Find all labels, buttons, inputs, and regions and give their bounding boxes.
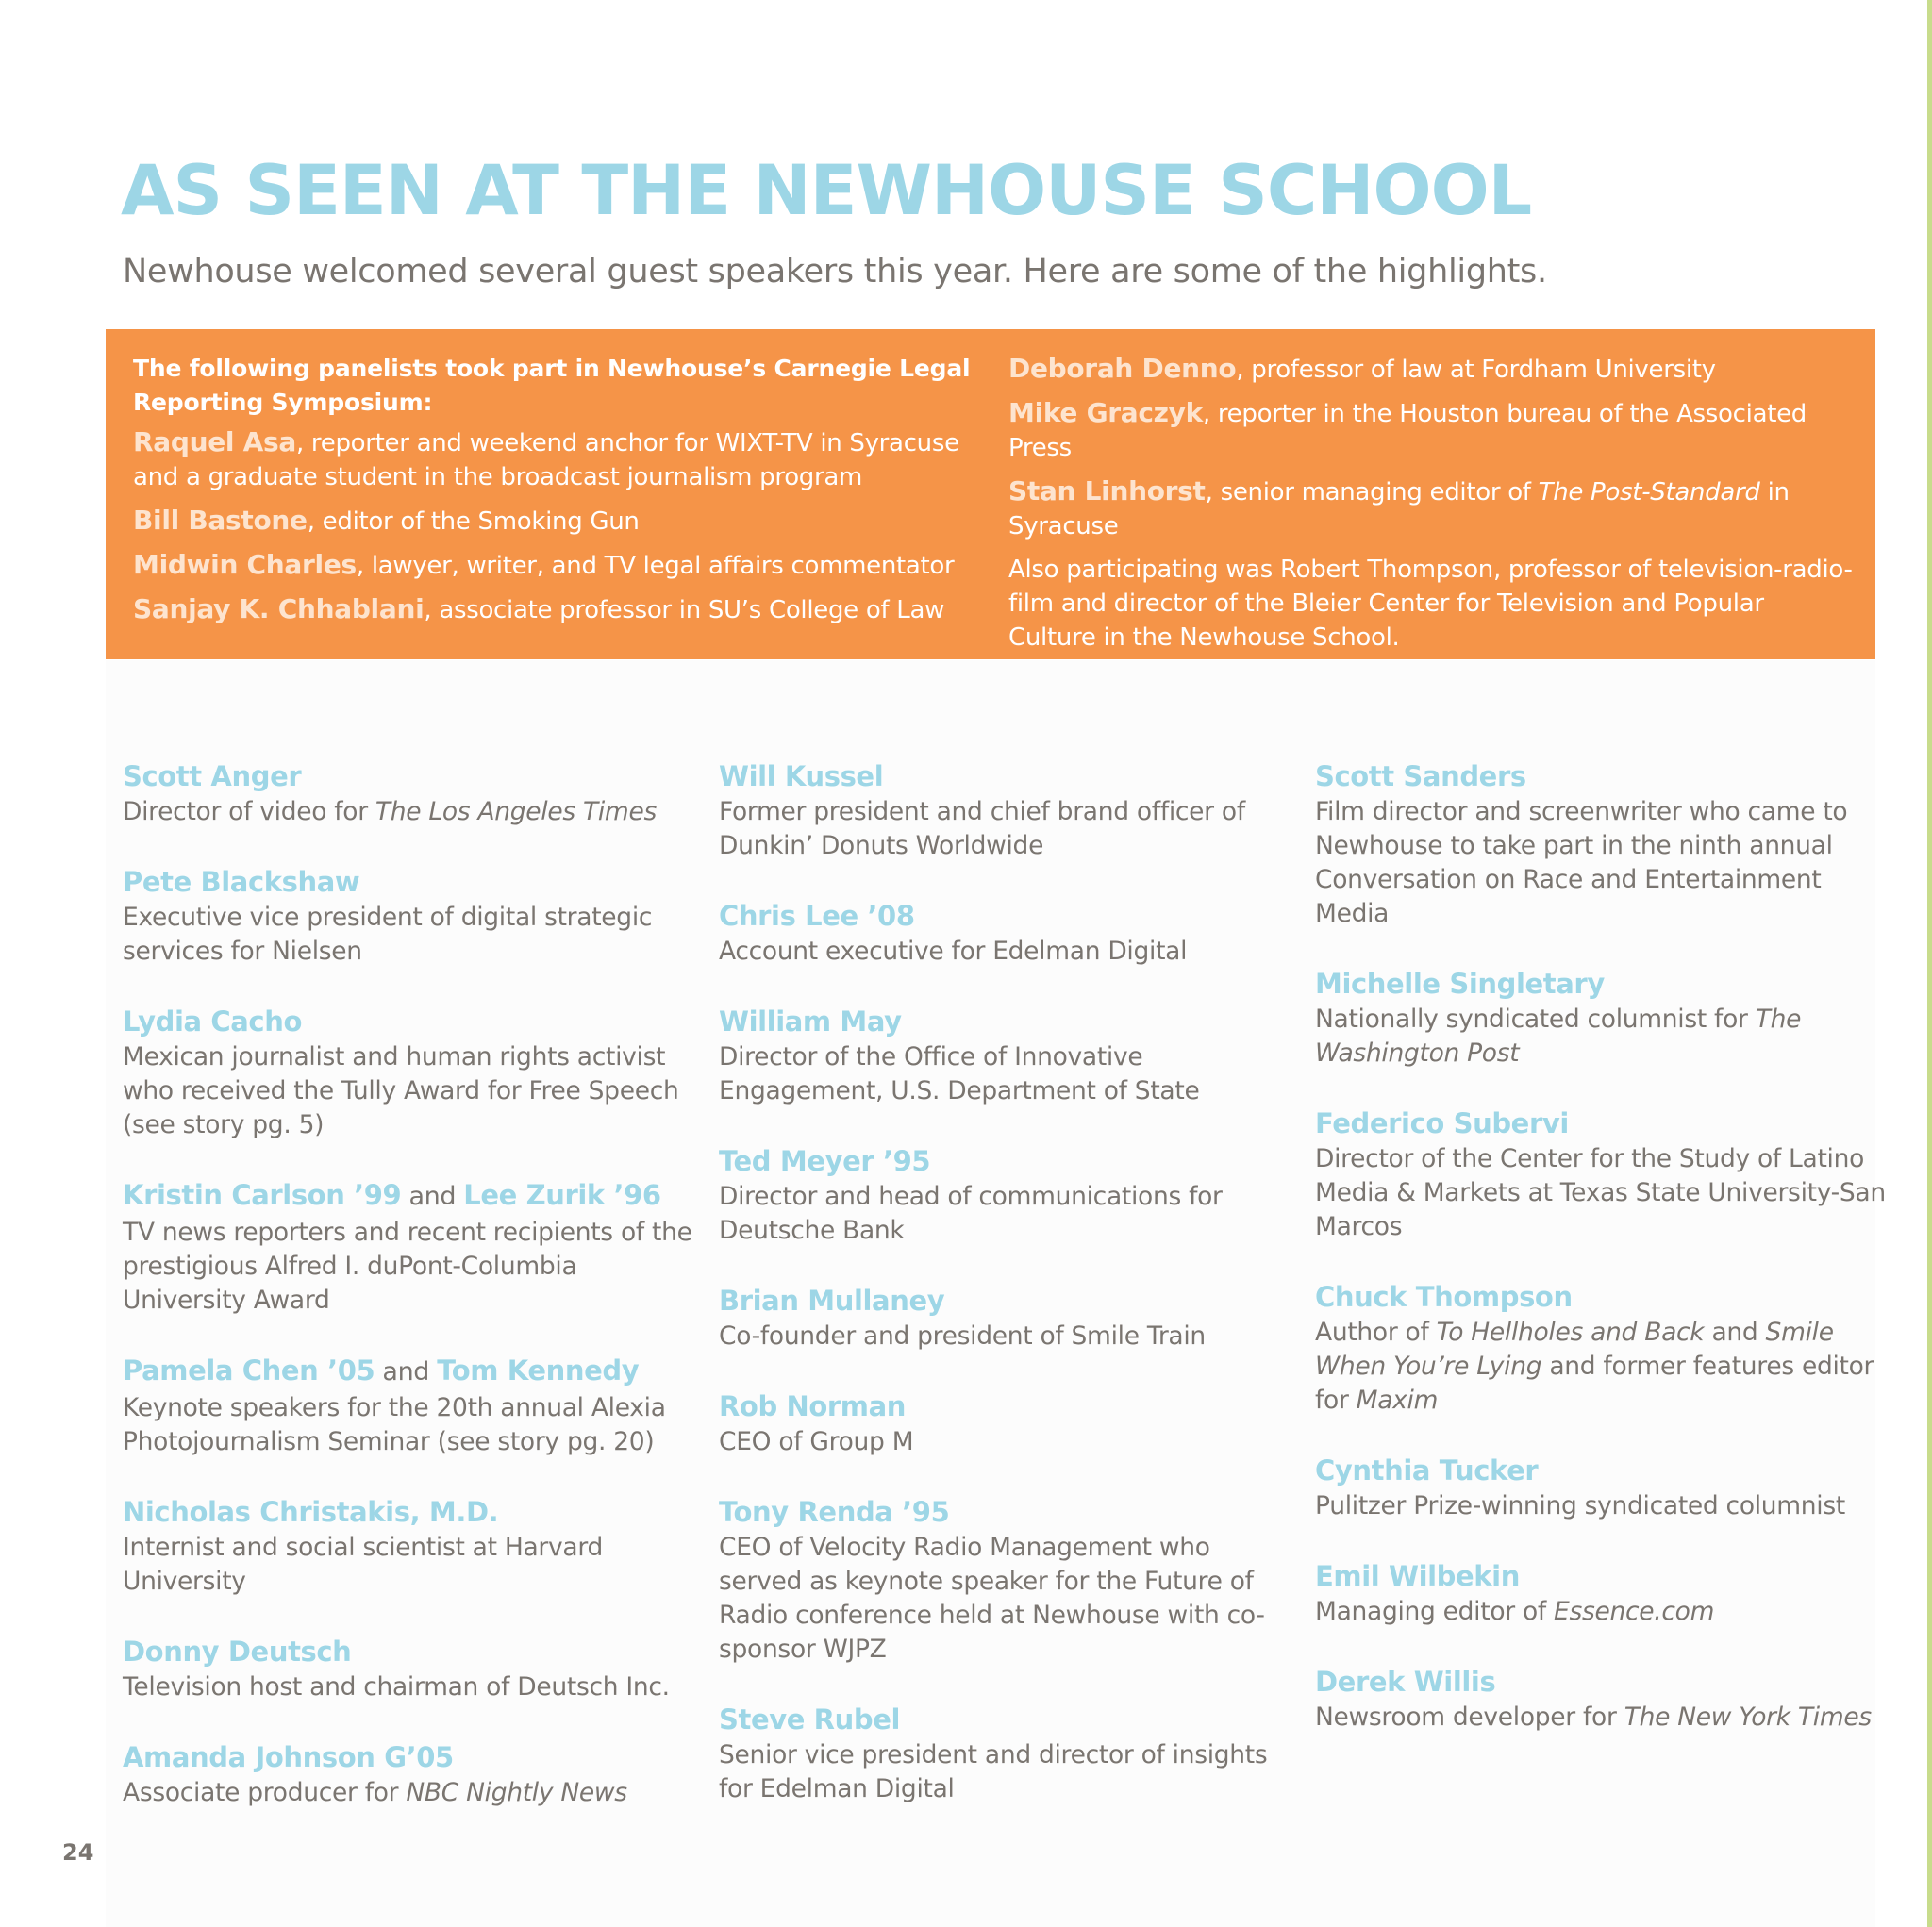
speaker-entry	[719, 1493, 1294, 1667]
panelist-entry	[1008, 352, 1857, 387]
speaker-name: Federico Subervi	[1315, 1107, 1569, 1139]
speaker-entry	[1315, 757, 1890, 931]
speaker-entry	[1315, 1452, 1890, 1523]
speaker-entry	[123, 863, 708, 969]
panel-left-column	[133, 352, 991, 637]
speaker-name: Chris Lee ’08	[719, 900, 915, 932]
speaker-name: Donny Deutsch	[123, 1636, 352, 1668]
speaker-desc	[1315, 1595, 1890, 1629]
speaker-name: Kristin Carlson ’99	[123, 1179, 402, 1211]
speaker-entry	[719, 1701, 1294, 1806]
speaker-desc: Co-founder and president of Smile Train	[719, 1321, 1206, 1351]
page-edge-stripe	[1927, 0, 1932, 1927]
speaker-name: Pete Blackshaw	[123, 866, 360, 898]
speaker-entry	[123, 757, 708, 829]
panelist-desc: , lawyer, writer, and TV legal affairs commentator	[356, 552, 955, 580]
speaker-name: Pamela Chen ’05	[123, 1354, 375, 1387]
speaker-desc	[123, 795, 708, 829]
speaker-desc: Former president and chief brand officer of Dunkin’ Donuts Worldwide	[719, 797, 1245, 860]
speaker-name-line	[123, 1352, 708, 1391]
speaker-entry	[719, 1142, 1294, 1248]
panel-note: Also participating was Robert Thompson, professor of television-radio-film and director of the Bleier Center for Television and Popular Culture in the Newhouse School.	[1008, 556, 1853, 652]
desc-text: Author of	[1315, 1318, 1437, 1347]
desc-text: Managing editor of	[1315, 1597, 1555, 1626]
speaker-name: Cynthia Tucker	[1315, 1454, 1539, 1487]
speaker-entry	[1315, 1663, 1890, 1735]
speaker-desc	[1315, 1316, 1890, 1418]
speaker-name: Will Kussel	[719, 760, 884, 792]
panelist-name: Bill Bastone	[133, 505, 308, 536]
speaker-desc: Director of the Office of Innovative Engagement, U.S. Department of State	[719, 1042, 1200, 1105]
publication-title: The New York Times	[1624, 1703, 1872, 1732]
speaker-name: Michelle Singletary	[1315, 968, 1605, 1000]
speaker-name: Chuck Thompson	[1315, 1281, 1573, 1313]
speaker-entry	[123, 1003, 708, 1142]
speaker-entry	[1315, 1105, 1890, 1244]
panelist-name: Midwin Charles	[133, 549, 357, 580]
panelist-desc: in Syracuse	[1008, 478, 1790, 540]
panelist-entry	[1008, 474, 1857, 543]
panelist-name: Mike Graczyk	[1008, 397, 1203, 428]
speaker-entry	[719, 1282, 1294, 1354]
speaker-desc: CEO of Group M	[719, 1427, 914, 1456]
speakers-column-1	[123, 757, 708, 1844]
speaker-entry	[719, 1387, 1294, 1459]
speaker-name: Nicholas Christakis, M.D.	[123, 1496, 499, 1528]
publication-title: NBC Nightly News	[406, 1778, 627, 1807]
speaker-name: William May	[719, 1005, 902, 1038]
speaker-entry	[719, 1003, 1294, 1108]
speaker-name: Lee Zurik ’96	[463, 1179, 661, 1211]
desc-text: and former features editor for	[1315, 1352, 1874, 1415]
panelist-desc: , associate professor in SU’s College of Law	[424, 596, 945, 624]
panelist-desc: , editor of the Smoking Gun	[307, 507, 640, 536]
speaker-entry	[123, 1176, 708, 1318]
publication-title: The Los Angeles Times	[375, 797, 657, 826]
speaker-name: Rob Norman	[719, 1390, 907, 1422]
speakers-column-3	[1315, 757, 1890, 1769]
publication-title: The Washington Post	[1315, 1005, 1802, 1068]
speaker-name: Steve Rubel	[719, 1703, 901, 1736]
panelist-name: Stan Linhorst	[1008, 475, 1206, 507]
speaker-desc: Account executive for Edelman Digital	[719, 937, 1188, 966]
speaker-entry	[1315, 1278, 1890, 1418]
speaker-desc: Director and head of communications for Deutsche Bank	[719, 1182, 1223, 1245]
publication-title: The Post-Standard	[1538, 478, 1760, 507]
publication-title: Essence.com	[1554, 1597, 1715, 1626]
speaker-entry	[123, 1738, 708, 1810]
desc-text: Director of video for	[123, 797, 375, 826]
speaker-name: Amanda Johnson G’05	[123, 1741, 454, 1773]
speaker-desc: Director of the Center for the Study of Latino Media & Markets at Texas State University-San Marcos	[1315, 1144, 1886, 1241]
speaker-name: Ted Meyer ’95	[719, 1145, 931, 1177]
speaker-desc	[1315, 1701, 1890, 1735]
speaker-entry	[123, 1633, 708, 1704]
speaker-entry	[719, 757, 1294, 863]
panelist-entry	[133, 504, 991, 539]
speaker-desc: Pulitzer Prize-winning syndicated columnist	[1315, 1491, 1845, 1520]
page-title: AS SEEN AT THE NEWHOUSE SCHOOL	[121, 151, 1532, 231]
speaker-desc: Keynote speakers for the 20th annual Alexia Photojournalism Seminar (see story pg. 20)	[123, 1393, 666, 1456]
speaker-entry	[1315, 965, 1890, 1071]
panelist-entry	[1008, 396, 1857, 465]
speaker-desc: Senior vice president and director of insights for Edelman Digital	[719, 1740, 1268, 1803]
desc-text: Newsroom developer for	[1315, 1703, 1624, 1732]
desc-text: and	[1704, 1318, 1766, 1347]
symposium-panel	[106, 329, 1875, 659]
publication-title: Maxim	[1356, 1386, 1439, 1415]
speaker-entry	[719, 897, 1294, 969]
speaker-name: Tom Kennedy	[437, 1354, 640, 1387]
speaker-desc: TV news reporters and recent recipients of the prestigious Alfred I. duPont-Columbia University Award	[123, 1218, 692, 1315]
speaker-entry	[123, 1493, 708, 1599]
speaker-desc: CEO of Velocity Radio Management who served as keynote speaker for the Future of Radio conference held at Newhouse with co-sponsor WJPZ	[719, 1533, 1265, 1664]
panelist-entry	[133, 548, 991, 583]
speaker-name-line	[123, 1176, 708, 1216]
speaker-name: Emil Wilbekin	[1315, 1560, 1520, 1592]
speakers-column-2	[719, 757, 1294, 1840]
name-joiner: and	[375, 1357, 438, 1387]
panelist-name: Raquel Asa	[133, 426, 296, 457]
panelist-entry	[133, 592, 991, 627]
speaker-name: Derek Willis	[1315, 1666, 1496, 1698]
speaker-name: Lydia Cacho	[123, 1005, 302, 1038]
name-joiner: and	[401, 1182, 464, 1211]
panel-intro: The following panelists took part in Newhouse’s Carnegie Legal Reporting Symposium:	[133, 355, 971, 416]
panelist-entry	[133, 425, 991, 494]
speaker-entry	[123, 1352, 708, 1459]
speaker-name: Tony Renda ’95	[719, 1496, 950, 1528]
speaker-desc: Film director and screenwriter who came to Newhouse to take part in the ninth annual Conversation on Race and Entertainment Media	[1315, 797, 1848, 928]
book-title: To Hellholes and Back	[1436, 1318, 1705, 1347]
desc-text: Associate producer for	[123, 1778, 407, 1807]
speaker-desc	[1315, 1003, 1890, 1071]
speaker-desc	[123, 1776, 708, 1810]
speaker-name: Brian Mullaney	[719, 1285, 945, 1317]
speaker-desc: Mexican journalist and human rights activist who received the Tully Award for Free Speech (see story pg. 5)	[123, 1042, 679, 1139]
panelist-name: Deborah Denno	[1008, 353, 1237, 384]
speaker-entry	[1315, 1557, 1890, 1629]
panelist-desc: , reporter in the Houston bureau of the Associated Press	[1008, 400, 1807, 462]
page-subtitle: Newhouse welcomed several guest speakers this year. Here are some of the highlights.	[123, 253, 1547, 291]
desc-text: Nationally syndicated columnist for	[1315, 1005, 1756, 1034]
speaker-name: Scott Sanders	[1315, 760, 1526, 792]
speaker-name: Scott Anger	[123, 760, 302, 792]
page-number: 24	[62, 1839, 94, 1866]
speaker-desc: Internist and social scientist at Harvard University	[123, 1533, 603, 1596]
panelist-desc: , reporter and weekend anchor for WIXT-TV in Syracuse and a graduate student in the broadcast journalism program	[133, 429, 959, 491]
speaker-desc: Executive vice president of digital strategic services for Nielsen	[123, 903, 653, 966]
book-title: Smile When You’re Lying	[1315, 1318, 1834, 1381]
panel-right-column	[1008, 352, 1857, 655]
panelist-desc: , senior managing editor of	[1205, 478, 1539, 507]
speaker-desc: Television host and chairman of Deutsch Inc.	[123, 1672, 670, 1702]
panelist-desc: , professor of law at Fordham University	[1236, 356, 1716, 384]
panelist-name: Sanjay K. Chhablani	[133, 593, 425, 624]
